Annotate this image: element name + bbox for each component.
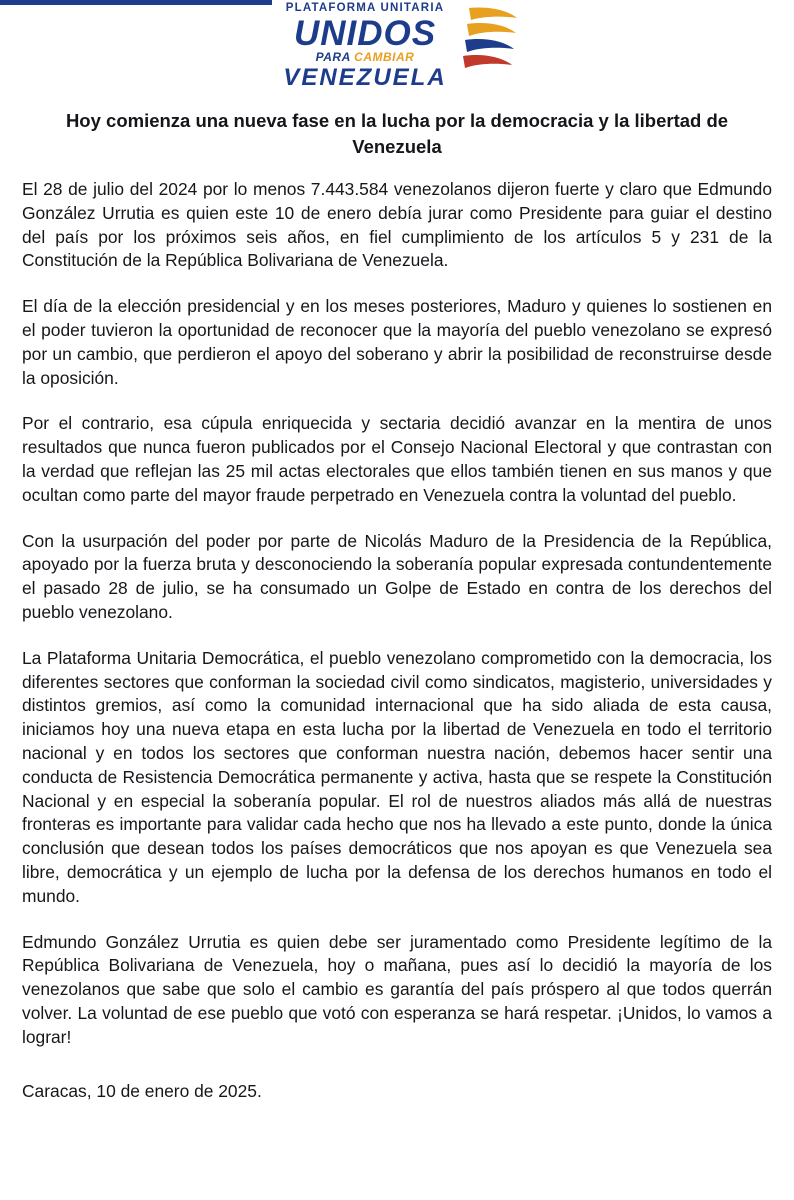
page-title: Hoy comienza una nueva fase en la lucha por la democracia y la libertad de Venezuela	[65, 110, 729, 157]
place-and-date: Caracas, 10 de enero de 2025.	[22, 1080, 262, 1101]
logo-cambiar-text: CAMBIAR	[354, 50, 415, 64]
paragraph-5: La Plataforma Unitaria Democrática, el pueblo venezolano comprometido con la democracia, los diferentes sectores que conforman la sociedad civil como sindicatos, magisterio, universidades y distintos gremios, así como la comunidad internacional que ha sido aliada de esta causa, iniciamos hoy una nueva etapa en esta lucha por la libertad de Venezuela en todo el territorio nacional y en todos los sectores que conforman nuestra nación, debemos hacer sentir una conducta de Resistencia Democrática permanente y activa, hasta que se respete la Constitución Nacional y en especial la soberanía popular. El rol de nuestros aliados más allá de nuestras fronteras es importante para validar cada hecho que nos ha llevado a este punto, donde la única conclusión que desean todos los países democráticos que nos apoyan es que Venezuela sea libre, democrática y un ejemplo de lucha por la defensa de los derechos humanos en todo el mundo.	[22, 647, 772, 906]
paragraph-2: El día de la elección presidencial y en los meses posteriores, Maduro y quienes lo sostienen en el poder tuvieron la oportunidad de reconocer que la mayoría del pueblo venezolano se expresó por un cambio, que perdieron el apoyo del soberano y abrir la posibilidad de reconstruirse desde la oposición.	[22, 296, 772, 388]
plataforma-unitaria-logo	[267, 2, 527, 90]
logo-line-unidos: UNIDOS	[293, 14, 437, 53]
logo-line-plataforma: PLATAFORMA UNITARIA	[285, 2, 445, 14]
logo-wordmark	[267, 2, 463, 91]
paragraph-4: Con la usurpación del poder por parte de Nicolás Maduro de la Presidencia de la República, apoyado por la fuerza bruta y desconociendo la soberanía popular expresada contundentemente el pasado 28 de julio, se ha consumado un Golpe de Estado en contra de los derechos del pueblo venezolano.	[22, 530, 772, 622]
venezuela-flag-swoosh-icon	[463, 4, 519, 78]
paragraph-6: Edmundo González Urrutia es quien debe ser juramentado como Presidente legítimo de la República Bolivariana de Venezuela, hoy o mañana, pues así lo decidió la mayoría de los venezolanos que sabe que solo el cambio es garantía del país próspero al que todos querrán volver. La voluntad de ese pueblo que votó con esperanza se hará respetar. ¡Unidos, lo vamos a lograr!	[22, 931, 772, 1047]
top-edge-mark	[0, 0, 272, 5]
logo-area	[22, 0, 772, 94]
logo-para-text: PARA	[315, 50, 355, 64]
paragraph-1: El 28 de julio del 2024 por lo menos 7.443.584 venezolanos dijeron fuerte y claro que Edmundo González Urrutia es quien este 10 de enero debía jurar como Presidente para guiar el destino del país por los próximos seis años, en fiel cumplimiento de los artículos 5 y 231 de la Constitución de la República Bolivariana de Venezuela.	[22, 179, 772, 271]
logo-line-venezuela: VENEZUELA	[283, 64, 447, 91]
paragraph-3: Por el contrario, esa cúpula enriquecida y sectaria decidió avanzar en la mentira de unos resultados que nunca fueron publicados por el Consejo Nacional Electoral y que contrastan con la verdad que reflejan las 25 mil actas electorales que ellos también tienen en sus manos y que ocultan como parte del mayor fraude perpetrado en Venezuela contra la voluntad del pueblo.	[22, 413, 772, 505]
document-body	[22, 178, 772, 1050]
